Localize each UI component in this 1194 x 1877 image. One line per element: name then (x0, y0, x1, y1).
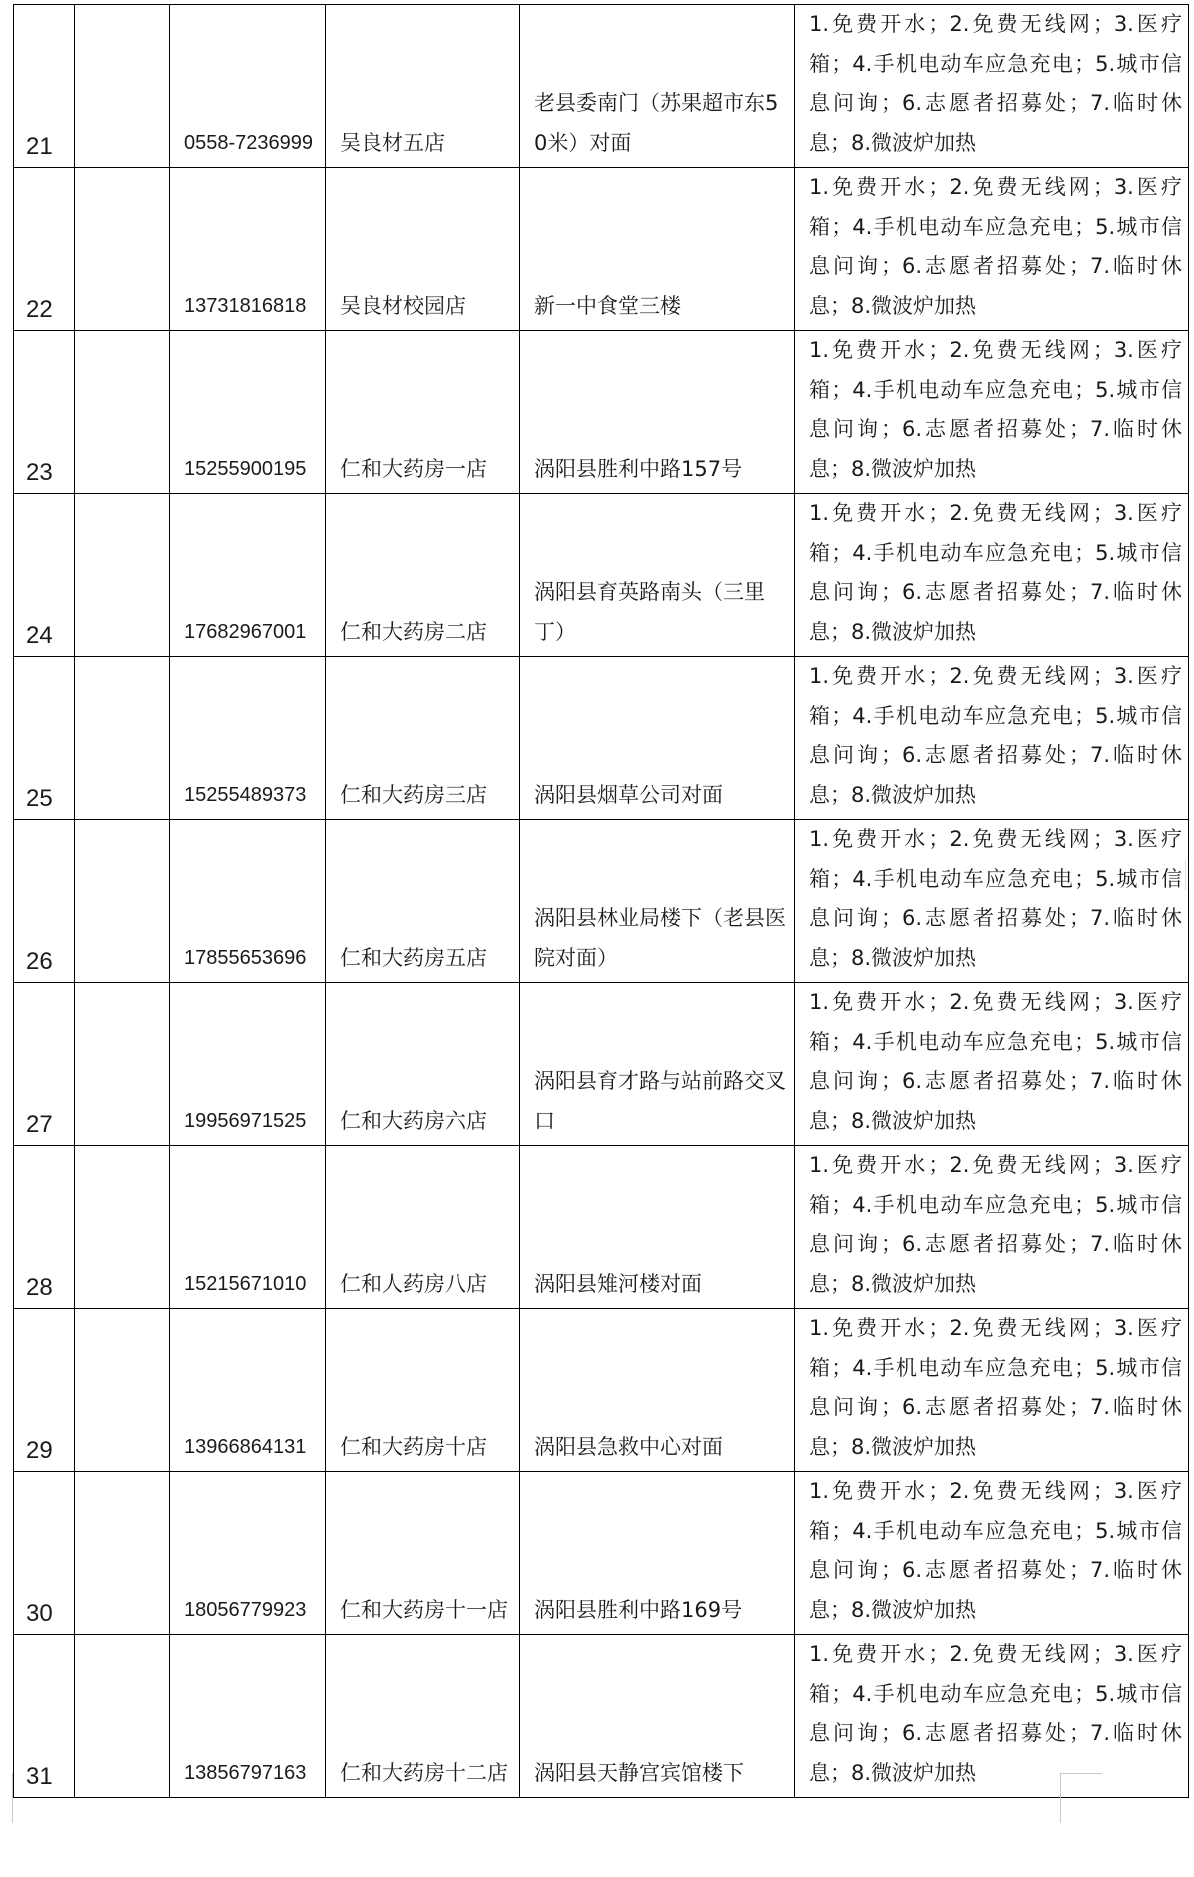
store-name: 吴良材校园店 (340, 293, 466, 318)
store-address: 涡阳县雉河楼对面 (534, 1271, 702, 1296)
contact-cell (75, 1146, 170, 1309)
store-cell (326, 494, 520, 657)
services-cell (795, 983, 1189, 1146)
table-row (14, 1472, 1189, 1635)
store-name: 仁和大药房十二店 (340, 1760, 508, 1785)
store-name: 仁和大药房十店 (340, 1434, 487, 1459)
row-number: 27 (26, 1111, 53, 1138)
phone-number: 13731816818 (184, 294, 307, 317)
row-number-cell (14, 983, 75, 1146)
table-row (14, 1146, 1189, 1309)
service-list: 1.免费开水；2.免费无线网；3.医疗箱；4.手机电动车应急充电；5.城市信息问询；6.志愿者招募处；7.临时休息；8.微波炉加热 (809, 338, 1182, 481)
contact-person (75, 1793, 169, 1797)
services-cell (795, 1472, 1189, 1635)
service-list: 1.免费开水；2.免费无线网；3.医疗箱；4.手机电动车应急充电；5.城市信息问询；6.志愿者招募处；7.临时休息；8.微波炉加热 (809, 1316, 1182, 1459)
store-address: 涡阳县烟草公司对面 (534, 782, 723, 807)
row-number: 26 (26, 948, 53, 975)
store-cell (326, 1472, 520, 1635)
table-row (14, 983, 1189, 1146)
contact-person (75, 489, 169, 493)
contact-person (75, 1141, 169, 1145)
services-cell (795, 331, 1189, 494)
row-number-cell (14, 1309, 75, 1472)
store-address: 新一中食堂三楼 (534, 293, 681, 318)
table-row (14, 1635, 1189, 1798)
page-corner-mark-right (1060, 1773, 1061, 1823)
table-row (14, 168, 1189, 331)
services-cell (795, 657, 1189, 820)
store-cell (326, 820, 520, 983)
table-row (14, 1309, 1189, 1472)
page-corner-mark-left (12, 1773, 13, 1823)
services-cell (795, 820, 1189, 983)
table-row (14, 5, 1189, 168)
row-number-cell (14, 820, 75, 983)
contact-cell (75, 657, 170, 820)
store-address: 涡阳县天静宫宾馆楼下 (534, 1760, 744, 1785)
contact-person (75, 326, 169, 330)
store-cell (326, 168, 520, 331)
phone-cell (170, 820, 326, 983)
phone-number: 15255489373 (184, 783, 307, 806)
address-cell (520, 657, 795, 820)
services-cell (795, 5, 1189, 168)
contact-person (75, 1467, 169, 1471)
address-cell (520, 5, 795, 168)
row-number: 24 (26, 622, 53, 649)
phone-cell (170, 657, 326, 820)
row-number-cell (14, 1146, 75, 1309)
row-number: 28 (26, 1274, 53, 1301)
services-cell (795, 1146, 1189, 1309)
page-edge-tick (1185, 860, 1186, 890)
contact-person (75, 815, 169, 819)
page-corner-mark-right-horizontal (1060, 1773, 1102, 1774)
services-cell (795, 1309, 1189, 1472)
store-cell (326, 1146, 520, 1309)
table-row (14, 331, 1189, 494)
row-number-cell (14, 331, 75, 494)
phone-cell (170, 494, 326, 657)
contact-person (75, 163, 169, 167)
store-name: 仁和大药房六店 (340, 1108, 487, 1133)
contact-cell (75, 1635, 170, 1798)
address-cell (520, 1472, 795, 1635)
contact-person (75, 652, 169, 656)
phone-cell (170, 1472, 326, 1635)
contact-cell (75, 1472, 170, 1635)
address-cell (520, 820, 795, 983)
service-list: 1.免费开水；2.免费无线网；3.医疗箱；4.手机电动车应急充电；5.城市信息问询；6.志愿者招募处；7.临时休息；8.微波炉加热 (809, 12, 1182, 155)
row-number: 30 (26, 1600, 53, 1627)
row-number-cell (14, 1472, 75, 1635)
phone-number: 0558-7236999 (184, 131, 314, 154)
store-name: 吴良材五店 (340, 130, 445, 155)
contact-cell (75, 820, 170, 983)
phone-cell (170, 168, 326, 331)
store-address: 涡阳县育英路南头（三里丁） (534, 580, 765, 644)
phone-number: 15255900195 (184, 457, 307, 480)
row-number: 22 (26, 296, 53, 323)
table-row (14, 820, 1189, 983)
phone-cell (170, 983, 326, 1146)
service-list: 1.免费开水；2.免费无线网；3.医疗箱；4.手机电动车应急充电；5.城市信息问询；6.志愿者招募处；7.临时休息；8.微波炉加热 (809, 1642, 1182, 1785)
services-cell (795, 494, 1189, 657)
address-cell (520, 1146, 795, 1309)
contact-cell (75, 1309, 170, 1472)
address-cell (520, 494, 795, 657)
row-number: 23 (26, 459, 53, 486)
contact-person (75, 978, 169, 982)
store-cell (326, 1309, 520, 1472)
address-cell (520, 168, 795, 331)
store-address: 涡阳县急救中心对面 (534, 1434, 723, 1459)
service-list: 1.免费开水；2.免费无线网；3.医疗箱；4.手机电动车应急充电；5.城市信息问询；6.志愿者招募处；7.临时休息；8.微波炉加热 (809, 501, 1182, 644)
row-number-cell (14, 168, 75, 331)
phone-cell (170, 331, 326, 494)
table-row (14, 494, 1189, 657)
service-list: 1.免费开水；2.免费无线网；3.医疗箱；4.手机电动车应急充电；5.城市信息问询；6.志愿者招募处；7.临时休息；8.微波炉加热 (809, 1153, 1182, 1296)
store-cell (326, 657, 520, 820)
phone-cell (170, 1309, 326, 1472)
service-list: 1.免费开水；2.免费无线网；3.医疗箱；4.手机电动车应急充电；5.城市信息问询；6.志愿者招募处；7.临时休息；8.微波炉加热 (809, 664, 1182, 807)
address-cell (520, 1635, 795, 1798)
phone-number: 17855653696 (184, 946, 307, 969)
table-row (14, 657, 1189, 820)
phone-number: 15215671010 (184, 1272, 307, 1295)
store-name: 仁和大药房三店 (340, 782, 487, 807)
address-cell (520, 1309, 795, 1472)
row-number: 29 (26, 1437, 53, 1464)
service-list: 1.免费开水；2.免费无线网；3.医疗箱；4.手机电动车应急充电；5.城市信息问询；6.志愿者招募处；7.临时休息；8.微波炉加热 (809, 990, 1182, 1133)
store-address: 涡阳县胜利中路169号 (534, 1597, 743, 1622)
store-cell (326, 5, 520, 168)
store-address: 老县委南门（苏果超市东50米）对面 (534, 91, 779, 155)
contact-cell (75, 331, 170, 494)
store-name: 仁和大药房二店 (340, 619, 487, 644)
phone-number: 13966864131 (184, 1435, 307, 1458)
contact-cell (75, 5, 170, 168)
store-address: 涡阳县胜利中路157号 (534, 456, 743, 481)
store-cell (326, 983, 520, 1146)
row-number-cell (14, 1635, 75, 1798)
row-number-cell (14, 494, 75, 657)
phone-number: 18056779923 (184, 1598, 307, 1621)
phone-number: 13856797163 (184, 1761, 307, 1784)
services-cell (795, 168, 1189, 331)
row-number: 25 (26, 785, 53, 812)
service-list: 1.免费开水；2.免费无线网；3.医疗箱；4.手机电动车应急充电；5.城市信息问询；6.志愿者招募处；7.临时休息；8.微波炉加热 (809, 175, 1182, 318)
service-station-table (13, 4, 1189, 1798)
store-cell (326, 1635, 520, 1798)
phone-cell (170, 1635, 326, 1798)
address-cell (520, 331, 795, 494)
service-list: 1.免费开水；2.免费无线网；3.医疗箱；4.手机电动车应急充电；5.城市信息问询；6.志愿者招募处；7.临时休息；8.微波炉加热 (809, 827, 1182, 970)
contact-person (75, 1630, 169, 1634)
store-address: 涡阳县育才路与站前路交叉口 (534, 1069, 786, 1133)
document-page (13, 4, 1189, 1798)
contact-cell (75, 168, 170, 331)
services-cell (795, 1635, 1189, 1798)
store-cell (326, 331, 520, 494)
phone-number: 19956971525 (184, 1109, 307, 1132)
store-name: 仁和人药房八店 (340, 1271, 487, 1296)
store-name: 仁和大药房五店 (340, 945, 487, 970)
address-cell (520, 983, 795, 1146)
row-number-cell (14, 657, 75, 820)
phone-number: 17682967001 (184, 620, 307, 643)
contact-cell (75, 983, 170, 1146)
contact-person (75, 1304, 169, 1308)
row-number: 31 (26, 1763, 53, 1790)
store-address: 涡阳县林业局楼下（老县医院对面） (534, 906, 786, 970)
contact-cell (75, 494, 170, 657)
table-body (14, 5, 1189, 1798)
phone-cell (170, 5, 326, 168)
store-name: 仁和大药房一店 (340, 456, 487, 481)
store-name: 仁和大药房十一店 (340, 1597, 508, 1622)
row-number: 21 (26, 133, 53, 160)
service-list: 1.免费开水；2.免费无线网；3.医疗箱；4.手机电动车应急充电；5.城市信息问询；6.志愿者招募处；7.临时休息；8.微波炉加热 (809, 1479, 1182, 1622)
phone-cell (170, 1146, 326, 1309)
row-number-cell (14, 5, 75, 168)
